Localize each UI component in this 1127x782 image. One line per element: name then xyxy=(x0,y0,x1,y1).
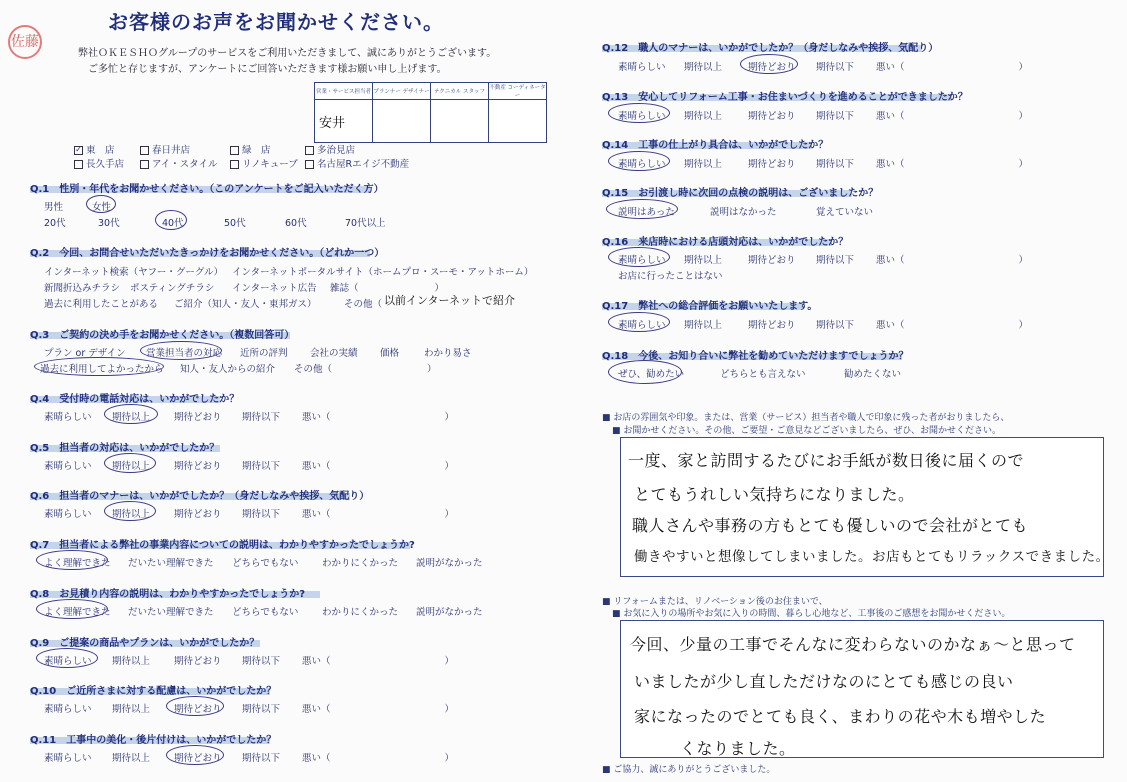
option-female[interactable]: 女性 xyxy=(92,202,112,213)
option-q8-mostly[interactable]: だいたい理解できた xyxy=(128,607,214,618)
option-q11-above[interactable]: 期待以上 xyxy=(112,753,151,764)
option-q3-record[interactable]: 会社の実績 xyxy=(310,348,358,359)
question-q1: Q.1 性別・年代をお聞かせください。（このアンケートをご記入いただく方） xyxy=(30,184,384,195)
option-q2-search[interactable]: インターネット検索（ヤフー・グーグル） xyxy=(44,267,224,278)
option-q11-excellent[interactable]: 素晴らしい xyxy=(44,753,92,764)
checkbox-icon xyxy=(74,160,83,169)
option-age-60[interactable]: 60代 xyxy=(285,218,307,229)
option-q3-other[interactable]: その他（ ） xyxy=(294,364,437,375)
question-q12: Q.12 職人のマナーは、いかがでしたか？（身だしなみや挨拶、気配り） xyxy=(602,43,939,54)
store-checkbox-kasugai[interactable]: 春日井店 xyxy=(140,142,190,156)
question-q6: Q.6 担当者のマナーは、いかがでしたか？（身だしなみや挨拶、気配り） xyxy=(30,491,370,502)
question-q13: Q.13 安心してリフォーム工事・お住まいづくりを進めることができましたか？ xyxy=(602,92,968,103)
option-q3-clarity[interactable]: わかり易さ xyxy=(424,348,472,359)
option-q16-expected[interactable]: 期待どおり xyxy=(748,255,796,266)
question-q10: Q.10 ご近所さまに対する配慮は、いかがでしたか？ xyxy=(30,686,277,697)
store-checkbox-midori[interactable]: 緑 店 xyxy=(230,142,271,156)
footer-thanks: ■ ご協力、誠にありがとうございました。 xyxy=(602,762,775,775)
staff-header: プランナー デザイナー xyxy=(373,83,431,100)
option-q4-expected[interactable]: 期待どおり xyxy=(174,412,222,423)
option-q2-webad[interactable]: インターネット広告 xyxy=(232,283,317,294)
option-q11-expected[interactable]: 期待どおり xyxy=(174,753,222,764)
option-q2-referral[interactable]: ご紹介（知人・友人・東邦ガス） xyxy=(174,299,317,310)
option-age-70[interactable]: 70代以上 xyxy=(345,218,386,229)
option-q12-above[interactable]: 期待以上 xyxy=(684,62,723,73)
option-q15-dont-remember[interactable]: 覚えていない xyxy=(816,207,874,218)
option-q16-never-visited[interactable]: お店に行ったことはない xyxy=(618,271,723,282)
answer-circle xyxy=(166,745,224,765)
option-q6-bad[interactable]: 悪い（ ） xyxy=(302,509,455,520)
option-q4-bad[interactable]: 悪い（ ） xyxy=(302,412,455,423)
question-q15: Q.15 お引渡し時に次回の点検の説明は、ございましたか？ xyxy=(602,188,879,199)
option-q7-understood[interactable]: よく理解できた xyxy=(44,558,111,569)
option-q2-posting[interactable]: ポスティングチラシ xyxy=(130,283,215,294)
option-q8-unclear[interactable]: わかりにくかった xyxy=(322,607,399,618)
option-q7-unclear[interactable]: わかりにくかった xyxy=(322,558,399,569)
comment2-line: 家になったのでとても良く、まわりの花や木も増やした xyxy=(634,707,1047,726)
checkbox-icon xyxy=(230,146,239,155)
option-q9-excellent[interactable]: 素晴らしい xyxy=(44,656,92,667)
option-q18-neutral[interactable]: どちらとも言えない xyxy=(720,369,806,380)
comment2-line: くなりました。 xyxy=(680,739,796,758)
option-q5-below[interactable]: 期待以下 xyxy=(242,461,281,472)
checkbox-icon xyxy=(230,160,239,169)
option-q10-expected[interactable]: 期待どおり xyxy=(174,704,222,715)
option-q3-past[interactable]: 過去に利用してよかったから xyxy=(40,364,164,375)
option-q16-bad[interactable]: 悪い（ ） xyxy=(876,255,1029,266)
page-title: お客様のお声をお聞かせください。 xyxy=(108,10,444,34)
option-q10-bad[interactable]: 悪い（ ） xyxy=(302,704,455,715)
store-checkbox-rage[interactable]: 名古屋Rエイジ不動産 xyxy=(305,156,409,170)
question-q3: Q.3 ご契約の決め手をお聞かせください。（複数回答可） xyxy=(30,330,295,341)
option-q10-excellent[interactable]: 素晴らしい xyxy=(44,704,92,715)
option-q4-excellent[interactable]: 素晴らしい xyxy=(44,412,92,423)
answer-circle xyxy=(104,404,158,424)
option-q14-expected[interactable]: 期待どおり xyxy=(748,159,796,170)
option-q8-understood[interactable]: よく理解できた xyxy=(44,607,111,618)
option-age-40[interactable]: 40代 xyxy=(162,218,184,229)
option-q15-explained[interactable]: 説明はあった xyxy=(618,207,675,218)
question-q8: Q.8 お見積り内容の説明は、わかりやすかったでしょうか? xyxy=(30,589,306,600)
answer-circle xyxy=(608,103,670,123)
comment2-prompt-1: ■ リフォームまたは、リノベーション後のお住まいで、 xyxy=(602,594,828,607)
option-q12-below[interactable]: 期待以下 xyxy=(816,62,855,73)
store-checkbox-east[interactable]: ✓ 東 店 xyxy=(75,145,115,156)
comment1-line: 働きやすいと想像してしまいました。お店もとてもリラックスできました。 xyxy=(634,549,1110,565)
store-checkbox-tajimi[interactable]: 多治見店 xyxy=(305,142,355,156)
option-q16-below[interactable]: 期待以下 xyxy=(816,255,855,266)
option-q17-above[interactable]: 期待以上 xyxy=(684,320,723,331)
option-q3-reputation[interactable]: 近所の評判 xyxy=(240,348,288,359)
option-q9-below[interactable]: 期待以下 xyxy=(242,656,281,667)
option-q13-bad[interactable]: 悪い（ ） xyxy=(876,111,1029,122)
question-q9: Q.9 ご提案の商品やプランは、いかがでしたか？ xyxy=(30,638,260,649)
option-q9-above[interactable]: 期待以上 xyxy=(112,656,151,667)
answer-circle xyxy=(36,648,98,668)
option-q7-mostly[interactable]: だいたい理解できた xyxy=(128,558,214,569)
staff-table xyxy=(314,82,547,143)
option-q13-below[interactable]: 期待以下 xyxy=(816,111,855,122)
option-q5-excellent[interactable]: 素晴らしい xyxy=(44,461,92,472)
option-q5-expected[interactable]: 期待どおり xyxy=(174,461,222,472)
option-q9-bad[interactable]: 悪い（ ） xyxy=(302,656,455,667)
question-q14: Q.14 工事の仕上がり具合は、いかがでしたか？ xyxy=(602,140,829,151)
option-q18-recommend[interactable]: ぜひ、勧めたい xyxy=(618,369,685,380)
option-q11-bad[interactable]: 悪い（ ） xyxy=(302,753,455,764)
option-q2-portal[interactable]: インターネットポータルサイト（ホームプロ・スーモ・アットホーム） xyxy=(232,267,534,278)
checkbox-icon xyxy=(140,160,149,169)
comment2-line: いましたが少し直しただけなのにとても感じの良い xyxy=(634,672,1014,691)
staff-header: 不動産 コーディネーター xyxy=(489,83,547,100)
staff-value-realestate[interactable] xyxy=(489,100,547,143)
comment1-prompt-2: ■ お聞かせください。その他、ご要望・ご意見などございましたら、ぜひ、お聞かせください。 xyxy=(612,423,1001,436)
question-q18: Q.18 今後、お知り合いに弊社を勧めていただけますでしょうか？ xyxy=(602,351,909,362)
option-q14-below[interactable]: 期待以下 xyxy=(816,159,855,170)
answer-circle xyxy=(608,312,670,332)
answer-circle xyxy=(36,599,108,619)
answer-circle xyxy=(606,199,678,219)
option-q6-below[interactable]: 期待以下 xyxy=(242,509,281,520)
option-q9-expected[interactable]: 期待どおり xyxy=(174,656,222,667)
comment1-line: 一度、家と訪問するたびにお手紙が数日後に届くので xyxy=(628,451,1025,470)
option-q5-above[interactable]: 期待以上 xyxy=(112,461,151,472)
checkbox-icon xyxy=(140,146,149,155)
intro-line-1: 弊社ＯＫＥＳＨＯグループのサービスをご利用いただきまして、誠にありがとうございます。 xyxy=(78,48,497,59)
option-q13-above[interactable]: 期待以上 xyxy=(684,111,723,122)
option-q3-price[interactable]: 価格 xyxy=(380,348,400,359)
option-q7-none[interactable]: 説明がなかった xyxy=(416,558,483,569)
option-q4-below[interactable]: 期待以下 xyxy=(242,412,281,423)
option-q17-bad[interactable]: 悪い（ ） xyxy=(876,320,1029,331)
store-checkbox-nagakute[interactable]: 長久手店 xyxy=(74,156,124,170)
option-age-20[interactable]: 20代 xyxy=(44,218,66,229)
option-q12-excellent[interactable]: 素晴らしい xyxy=(618,62,666,73)
option-q3-friend[interactable]: 知人・友人からの紹介 xyxy=(180,364,276,375)
option-q8-neutral[interactable]: どちらでもない xyxy=(232,607,299,618)
option-q8-none[interactable]: 説明がなかった xyxy=(416,607,483,618)
answer-circle xyxy=(608,247,670,267)
question-q2: Q.2 今回、お問合せいただいたきっかけをお聞かせください。（どれか一つ） xyxy=(30,248,385,259)
option-q5-bad[interactable]: 悪い（ ） xyxy=(302,461,455,472)
comment1-line: とてもうれしい気持ちになりました。 xyxy=(634,485,915,504)
comment2-prompt-2: ■ お気に入りの場所やお気に入りの時間、暮らし心地など、工事後のご感想をお聞かせください。 xyxy=(612,606,1010,619)
option-q6-expected[interactable]: 期待どおり xyxy=(174,509,222,520)
answer-circle xyxy=(104,453,156,473)
option-q7-neutral[interactable]: どちらでもない xyxy=(232,558,299,569)
option-q11-below[interactable]: 期待以下 xyxy=(242,753,281,764)
question-q5: Q.5 担当者の対応は、いかがでしたか？ xyxy=(30,443,220,454)
option-q12-bad[interactable]: 悪い（ ） xyxy=(876,62,1029,73)
option-q13-expected[interactable]: 期待どおり xyxy=(748,111,796,122)
checkbox-icon xyxy=(305,160,314,169)
option-q14-excellent[interactable]: 素晴らしい xyxy=(618,159,666,170)
checkbox-icon xyxy=(305,146,314,155)
option-q17-expected[interactable]: 期待どおり xyxy=(748,320,796,331)
option-q12-expected[interactable]: 期待どおり xyxy=(748,62,796,73)
option-q2-newspaper[interactable]: 新聞折込みチラシ xyxy=(44,283,121,294)
answer-circle xyxy=(608,151,670,171)
option-q6-excellent[interactable]: 素晴らしい xyxy=(44,509,92,520)
option-q17-below[interactable]: 期待以下 xyxy=(816,320,855,331)
option-q17-excellent[interactable]: 素晴らしい xyxy=(618,320,666,331)
option-q6-above[interactable]: 期待以上 xyxy=(112,509,151,520)
question-q17: Q.17 弊社への総合評価をお願いいたします。 xyxy=(602,301,818,312)
checkbox-checked-icon: ✓ xyxy=(75,145,82,154)
answer-circle xyxy=(104,501,156,521)
option-q3-sales[interactable]: 営業担当者の対応 xyxy=(146,348,223,359)
answer-circle xyxy=(86,195,116,213)
option-age-50[interactable]: 50代 xyxy=(224,218,246,229)
option-q2-magazine[interactable]: 雑誌（ ） xyxy=(330,283,445,294)
option-q2-past[interactable]: 過去に利用したことがある xyxy=(44,299,159,310)
option-q10-below[interactable]: 期待以下 xyxy=(242,704,281,715)
option-q10-above[interactable]: 期待以上 xyxy=(112,704,151,715)
answer-circle xyxy=(36,550,108,570)
staff-value-sales[interactable]: 安井 xyxy=(315,100,373,143)
option-q16-excellent[interactable]: 素晴らしい xyxy=(618,255,666,266)
option-q14-bad[interactable]: 悪い（ ） xyxy=(876,159,1029,170)
answer-circle xyxy=(166,696,224,716)
option-q14-above[interactable]: 期待以上 xyxy=(684,159,723,170)
answer-circle xyxy=(608,360,685,384)
answer-circle xyxy=(155,210,187,230)
intro-line-2: ご多忙と存じますが、アンケートにご回答いただきます様お願い申し上げます。 xyxy=(88,64,447,75)
option-age-30[interactable]: 30代 xyxy=(98,218,120,229)
handwritten-q2-other: 以前インターネットで紹介 xyxy=(384,294,516,307)
staff-value-planner[interactable] xyxy=(373,100,431,143)
option-q18-not[interactable]: 勧めたくない xyxy=(844,369,902,380)
option-q2-other[interactable]: その他（ xyxy=(344,299,383,310)
comment2-line: 今回、少量の工事でそんなに変わらないのかなぁ〜と思って xyxy=(630,635,1076,654)
staff-header: テクニカル スタッフ xyxy=(431,83,489,100)
option-q16-above[interactable]: 期待以上 xyxy=(684,255,723,266)
question-q16: Q.16 来店時における店頭対応は、いかがでしたか？ xyxy=(602,237,849,248)
seal-stamp: 佐藤 xyxy=(8,25,42,59)
answer-circle xyxy=(34,357,164,376)
option-q15-not-explained[interactable]: 説明はなかった xyxy=(710,207,777,218)
question-q4: Q.4 受付時の電話対応は、いかがでしたか？ xyxy=(30,394,240,405)
answer-circle xyxy=(140,341,222,360)
staff-value-technical[interactable] xyxy=(431,100,489,143)
option-q13-excellent[interactable]: 素晴らしい xyxy=(618,111,666,122)
option-q4-above[interactable]: 期待以上 xyxy=(112,412,151,423)
question-q7: Q.7 担当者による弊社の事業内容についての説明は、わかりやすかったでしょうか? xyxy=(30,540,415,551)
comment1-prompt-1: ■ お店の雰囲気や印象。または、営業（サービス）担当者や職人で印象に残った者がおりましたら、 xyxy=(602,410,1009,423)
store-checkbox-istyle[interactable]: アイ・スタイル xyxy=(140,156,217,170)
comment1-line: 職人さんや事務の方もとても優しいので会社がとても xyxy=(632,516,1029,535)
store-checkbox-renocube[interactable]: リノキューブ xyxy=(230,156,298,170)
option-q3-plan[interactable]: プラン or デザイン xyxy=(44,348,126,359)
staff-header: 営業・サービス担当者 xyxy=(315,83,373,100)
question-q11: Q.11 工事中の美化・後片付けは、いかがでしたか？ xyxy=(30,735,277,746)
option-male[interactable]: 男性 xyxy=(44,202,64,213)
answer-circle xyxy=(740,54,798,74)
